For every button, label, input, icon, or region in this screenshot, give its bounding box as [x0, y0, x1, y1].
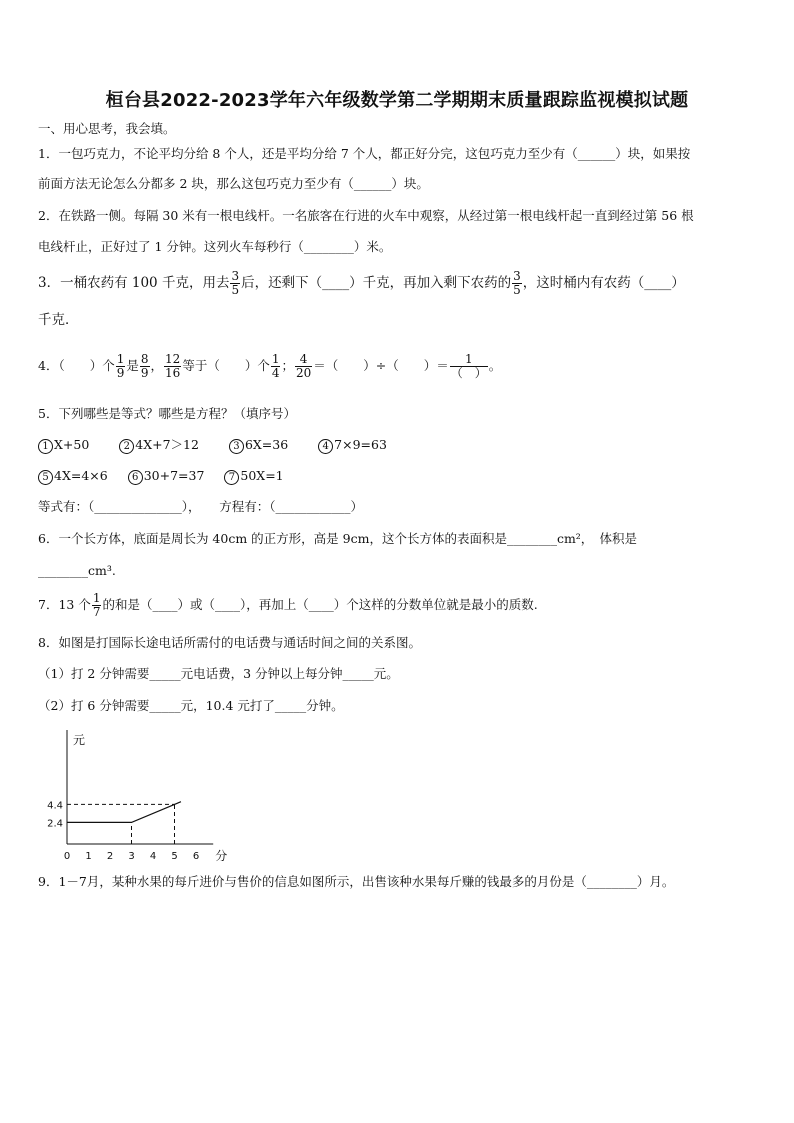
q4-text-4: 等于（ ）个 — [182, 358, 270, 373]
question-6-line-2: ________cm³. — [38, 563, 116, 578]
q3-text-a: 3．一桶农药有 100 千克，用去 — [38, 275, 230, 291]
question-2-line-2: 电线杆止，正好过了 1 分钟。这列火车每秒行（________）米。 — [38, 239, 392, 254]
circled-number-icon: 6 — [128, 470, 143, 485]
question-1-line-1: 1．一包巧克力，不论平均分给 8 个人，还是平均分给 7 个人，都正好分完，这包巧克力至少有（______）块，如果按 — [38, 146, 691, 161]
q4-f4-denominator: 4 — [271, 366, 280, 380]
q5-option-1 — [38, 437, 89, 454]
circled-number-icon: 7 — [224, 470, 239, 485]
circled-number-icon: 2 — [119, 439, 134, 454]
q5-option-text: 7×9=63 — [334, 437, 387, 452]
x-tick-label: 0 — [63, 851, 71, 862]
q4-f5-denominator: 20 — [295, 366, 312, 380]
q4-fraction-5 — [295, 353, 312, 380]
q5-option-text: 4X+7＞12 — [135, 437, 199, 452]
x-tick-label: 6 — [192, 851, 200, 862]
q4-text-2: 是 — [126, 358, 139, 373]
phone-cost-chart — [30, 726, 240, 868]
y-axis-label: 元 — [73, 733, 86, 747]
question-8-prompt: 8．如图是打国际长途电话所需付的电话费与通话时间之间的关系图。 — [38, 635, 421, 650]
y-tick-label: 4.4 — [47, 800, 63, 812]
question-5-answer-line: 等式有：（______________）， 方程有：（____________） — [38, 499, 364, 514]
q7-text-a: 7．13 个 — [38, 597, 91, 612]
circled-number-icon: 1 — [38, 439, 53, 454]
q5-option-text: 30+7=37 — [143, 468, 205, 483]
q5-option-4 — [318, 437, 387, 454]
q4-f3-denominator: 16 — [165, 366, 181, 380]
question-4 — [38, 351, 501, 381]
q3-frac1-numerator: 3 — [231, 269, 240, 283]
q3-frac2-numerator: 3 — [513, 269, 521, 283]
question-5-options-row-2 — [38, 468, 310, 485]
q7-fraction — [92, 592, 102, 619]
question-6-line-1: 6．一个长方体，底面是周长为 40cm 的正方形，高是 9cm，这个长方体的表面积是________cm²， 体积是 — [38, 531, 638, 546]
q4-f6-numerator: 1 — [450, 353, 488, 367]
q4-f2-numerator: 8 — [140, 352, 149, 366]
x-tick-label: 5 — [171, 851, 178, 862]
q4-fraction-1 — [116, 353, 126, 380]
q5-option-6 — [128, 468, 205, 485]
x-tick-label: 1 — [85, 851, 92, 862]
q4-text-3: ， — [150, 358, 164, 373]
circled-number-icon: 3 — [229, 439, 244, 454]
q7-text-b: 的和是（____）或（____），再加上（____）个这样的分数单位就是最小的质数. — [102, 597, 538, 612]
q5-option-text: 6X=36 — [244, 437, 289, 452]
q4-text-6: ＝（ ）÷（ ）＝ — [313, 358, 449, 373]
q4-f5-numerator: 4 — [295, 353, 312, 367]
section-heading: 一、用心思考，我会填。 — [38, 121, 176, 136]
q3-frac1-denominator: 5 — [231, 283, 240, 297]
q5-option-text: 50X=1 — [240, 468, 284, 483]
q4-fraction-3 — [164, 353, 181, 380]
q4-text-7: 。 — [488, 358, 502, 373]
question-7 — [38, 590, 538, 620]
question-2-line-1: 2．在铁路一侧。每隔 30 米有一根电线杆。一名旅客在行进的火车中观察，从经过第一根电线杆起一直到经过第 56 根 — [38, 208, 694, 223]
question-3-line-2: 千克． — [38, 312, 79, 328]
question-8-sub-1: （1）打 2 分钟需要_____元电话费，3 分钟以上每分钟_____元。 — [38, 666, 399, 681]
q5-option-text: 4X=4×6 — [54, 468, 108, 483]
question-5-options-row-1 — [38, 437, 413, 454]
q5-option-2 — [119, 437, 199, 454]
q5-option-text: X+50 — [54, 437, 90, 452]
question-1-line-2: 前面方法无论怎么分都多 2 块，那么这包巧克力至少有（______）块。 — [38, 176, 429, 191]
question-3-line-1 — [38, 268, 685, 298]
x-tick-label: 4 — [149, 851, 157, 862]
q4-fraction-2 — [140, 353, 150, 380]
q4-text-5: ； — [281, 358, 294, 373]
q4-f6-denominator: （ ） — [450, 366, 487, 380]
q4-text-1: 4．（ ）个 — [38, 358, 115, 373]
q5-option-5 — [38, 468, 108, 485]
q5-option-7 — [224, 468, 283, 485]
x-tick-label: 2 — [106, 851, 114, 862]
q4-f1-numerator: 1 — [116, 352, 125, 366]
q4-f4-numerator: 1 — [271, 352, 280, 366]
circled-number-icon: 4 — [318, 439, 333, 454]
question-5-prompt: 5．下列哪些是等式？哪些是方程？（填序号） — [38, 406, 296, 421]
q3-frac2-denominator: 5 — [513, 283, 521, 297]
x-axis-label: 分 — [215, 849, 228, 863]
q3-text-c: ，这时桶内有农药（____） — [522, 275, 685, 291]
q3-text-b: 后，还剩下（____）千克，再加入剩下农药的 — [241, 275, 512, 291]
q3-fraction-1 — [230, 270, 240, 297]
q7-denominator: 7 — [92, 605, 101, 619]
x-tick-label: 3 — [128, 851, 135, 862]
q4-f1-denominator: 9 — [116, 366, 125, 380]
q3-fraction-2 — [512, 270, 522, 297]
q4-fraction-4 — [271, 353, 281, 380]
q4-f3-numerator: 12 — [165, 352, 181, 366]
q4-fraction-6 — [450, 353, 488, 380]
question-9: 9．1－7月，某种水果的每斤进价与售价的信息如图所示，出售该种水果每斤赚的钱最多的月份是（________）月。 — [38, 874, 675, 889]
circled-number-icon: 5 — [38, 470, 53, 485]
q4-f2-denominator: 9 — [140, 366, 149, 380]
question-8-sub-2: （2）打 6 分钟需要_____元，10.4 元打了_____分钟。 — [38, 698, 344, 713]
q5-option-3 — [229, 437, 288, 454]
page-title: 桓台县2022-2023学年六年级数学第二学期期末质量跟踪监视模拟试题 — [105, 90, 689, 111]
y-tick-label: 2.4 — [47, 818, 63, 830]
q7-numerator: 1 — [92, 591, 101, 605]
